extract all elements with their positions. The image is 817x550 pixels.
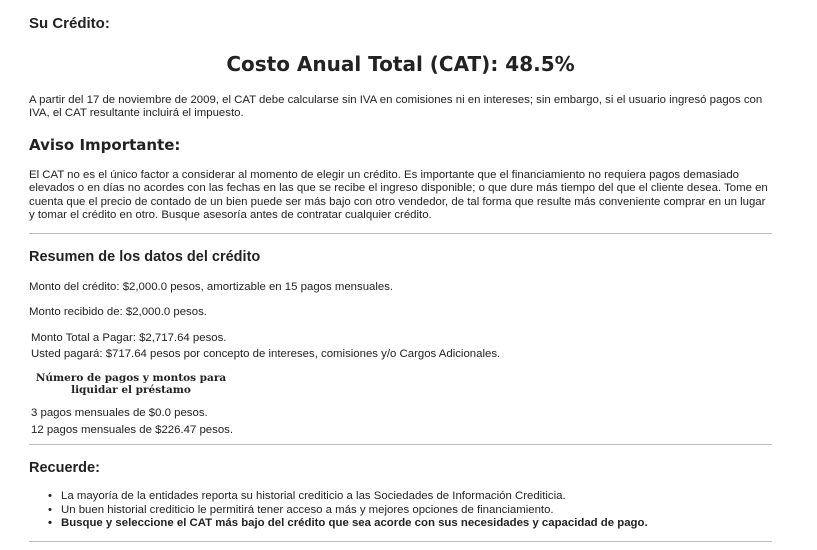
cat-title: Costo Anual Total (CAT): 48.5% bbox=[226, 52, 575, 76]
list-item bbox=[48, 503, 648, 518]
pagos-table-header bbox=[31, 373, 231, 396]
bullet-icon: • bbox=[48, 490, 52, 502]
list-item-text: La mayoría de la entidades reporta su historial crediticio a las Sociedades de Información Crediticia. bbox=[61, 490, 566, 502]
pago-row: 12 pagos mensuales de $226.47 pesos. bbox=[31, 424, 234, 436]
list-item bbox=[48, 517, 648, 531]
su-credito-heading: Su Crédito: bbox=[29, 15, 110, 32]
monto-recibido-line: Monto recibido de: $2,000.0 pesos. bbox=[29, 306, 207, 318]
recuerde-list bbox=[29, 490, 648, 531]
pagos-header-line: liquidar el préstamo bbox=[71, 383, 191, 396]
list-item-text: Busque y seleccione el CAT más bajo del crédito que sea acorde con sus necesidades y capacidad de pago. bbox=[61, 517, 648, 529]
monto-total-line: Monto Total a Pagar: $2,717.64 pesos. bbox=[31, 332, 227, 344]
aviso-importante-text: El CAT no es el único factor a considerar al momento de elegir un crédito. Es importante que el financiamiento no requiera pagos demasiado elevados o en días no acordes con las fechas en las que se recibe el ingreso disponible; o que dure más tiempo del que el cliente desea. Tome en cuenta que el precio de contado de un bien puede ser más bajo con otro vendedor, de tal forma que resulte más conveniente comprar en un lugar y tomar el crédito en otro. Busque asesoría antes de contratar cualquier crédito. bbox=[29, 169, 768, 221]
aviso-importante-heading: Aviso Importante: bbox=[29, 136, 181, 154]
bullet-icon: • bbox=[48, 517, 52, 529]
pago-row: 3 pagos mensuales de $0.0 pesos. bbox=[31, 407, 208, 419]
usted-pagara-line: Usted pagará: $717.64 pesos por concepto de intereses, comisiones y/o Cargos Adicionales. bbox=[31, 348, 501, 360]
pagos-header-line: Número de pagos y montos para bbox=[35, 372, 227, 384]
divider bbox=[29, 541, 772, 542]
list-item bbox=[48, 490, 648, 504]
bullet-icon: • bbox=[48, 503, 52, 516]
recuerde-heading: Recuerde: bbox=[29, 460, 100, 476]
divider bbox=[29, 444, 772, 445]
list-item-text: Un buen historial crediticio le permitirá tener acceso a más y mejores opciones de financiamiento. bbox=[61, 503, 554, 516]
cat-iva-note: A partir del 17 de noviembre de 2009, el CAT debe calcularse sin IVA en comisiones ni en intereses; sin embargo, si el usuario ingresó pagos con IVA, el CAT resultante incluirá el impuesto. bbox=[29, 94, 763, 120]
resumen-heading: Resumen de los datos del crédito bbox=[29, 249, 261, 265]
monto-credito-line: Monto del crédito: $2,000.0 pesos, amortizable en 15 pagos mensuales. bbox=[29, 281, 394, 293]
divider bbox=[29, 233, 772, 234]
